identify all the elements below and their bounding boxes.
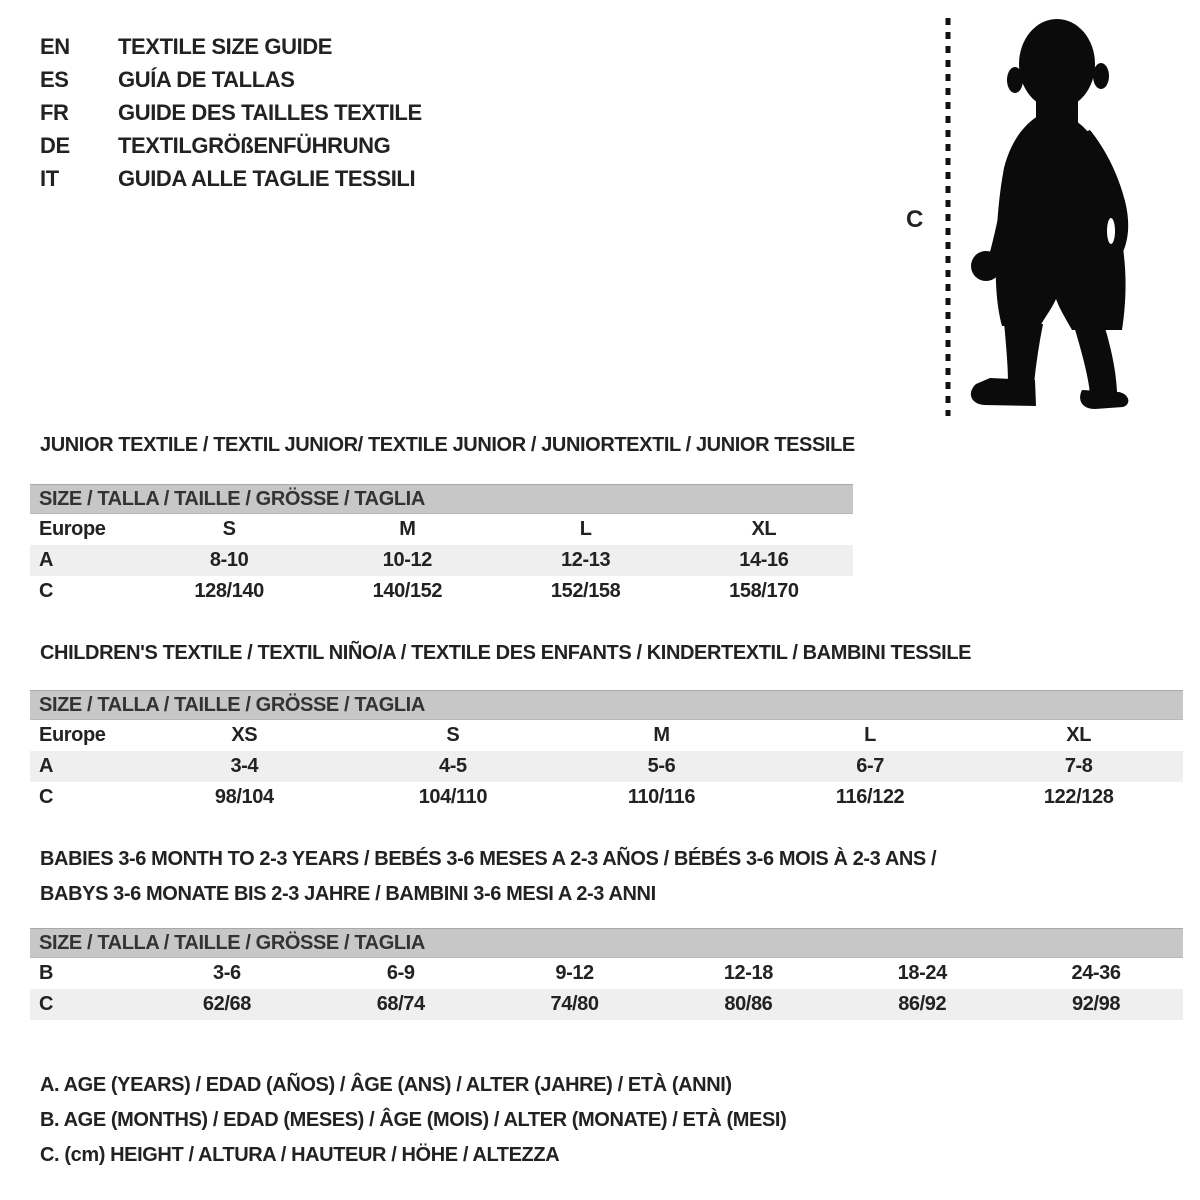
legend-line-a: A. AGE (YEARS) / EDAD (AÑOS) / ÂGE (ANS) / ALTER (JAHRE) / ETÀ (ANNI) — [40, 1074, 732, 1096]
age-cell: 6-7 — [856, 755, 884, 777]
language-code: ES — [40, 67, 69, 92]
age-cell: 12-13 — [561, 549, 611, 571]
size-cell: M — [399, 518, 416, 540]
size-cell: M — [653, 724, 670, 746]
months-cell: 12-18 — [723, 962, 773, 984]
row-label: A — [39, 549, 54, 571]
height-cell: 122/128 — [1043, 786, 1114, 808]
age-cell: 14-16 — [739, 549, 789, 571]
height-measure-label: C — [906, 206, 923, 233]
section-title-babies-line1: BABIES 3-6 MONTH TO 2-3 YEARS / BEBÉS 3-6 MESES A 2-3 AÑOS / BÉBÉS 3-6 MOIS À 2-3 ANS / — [40, 848, 937, 870]
row-label: C — [39, 580, 54, 602]
section-title-junior: JUNIOR TEXTILE / TEXTIL JUNIOR/ TEXTILE JUNIOR / JUNIORTEXTIL / JUNIOR TESSILE — [40, 434, 855, 456]
babies-size-table — [30, 928, 1183, 1020]
age-cell: 3-4 — [230, 755, 259, 777]
row-label: Europe — [39, 724, 106, 746]
section-title-children: CHILDREN'S TEXTILE / TEXTIL NIÑO/A / TEXTILE DES ENFANTS / KINDERTEXTIL / BAMBINI TESSILE — [40, 642, 972, 664]
table-row-height — [30, 782, 1183, 813]
size-cell: S — [222, 518, 236, 540]
legend-line-c: C. (cm) HEIGHT / ALTURA / HAUTEUR / HÖHE / ALTEZZA — [40, 1144, 560, 1166]
row-label: A — [39, 755, 54, 777]
size-cell: XL — [751, 518, 777, 540]
section-title-babies-line2: BABYS 3-6 MONATE BIS 2-3 JAHRE / BAMBINI 3-6 MESI A 2-3 ANNI — [40, 883, 656, 905]
size-header-bar: SIZE / TALLA / TAILLE / GRÖSSE / TAGLIA — [30, 690, 1183, 720]
language-title-list — [40, 30, 422, 195]
children-size-table — [30, 690, 1183, 813]
toddler-silhouette-icon — [962, 16, 1142, 416]
language-title: GUIDE DES TAILLES TEXTILE — [118, 100, 422, 125]
row-label: B — [39, 962, 54, 984]
language-title: TEXTILE SIZE GUIDE — [118, 34, 333, 59]
table-row-europe — [30, 514, 853, 545]
height-cell: 86/92 — [898, 993, 947, 1015]
size-cell: XS — [231, 724, 258, 746]
height-cell: 98/104 — [214, 786, 274, 808]
language-title: GUIDA ALLE TAGLIE TESSILI — [118, 166, 416, 191]
age-cell: 8-10 — [209, 549, 249, 571]
height-cell: 110/116 — [627, 786, 696, 808]
table-row-europe — [30, 720, 1183, 751]
age-cell: 10-12 — [382, 549, 432, 571]
size-cell: L — [864, 724, 876, 746]
height-cell: 104/110 — [418, 786, 488, 808]
junior-size-table — [30, 484, 853, 607]
months-cell: 9-12 — [555, 962, 594, 984]
legend — [40, 1068, 786, 1173]
row-label: C — [39, 786, 54, 808]
table-row-age — [30, 751, 1183, 782]
size-cell: L — [579, 518, 592, 540]
language-row-es — [40, 63, 422, 96]
language-row-it — [40, 162, 422, 195]
height-cell: 116/122 — [835, 786, 905, 808]
months-cell: 18-24 — [897, 962, 947, 984]
size-header-bar: SIZE / TALLA / TAILLE / GRÖSSE / TAGLIA — [30, 928, 1183, 958]
height-cell: 158/170 — [729, 580, 799, 602]
size-cell: XL — [1066, 724, 1092, 746]
language-code: IT — [40, 166, 59, 191]
language-code: FR — [40, 100, 69, 125]
size-header-bar: SIZE / TALLA / TAILLE / GRÖSSE / TAGLIA — [30, 484, 853, 514]
language-row-en — [40, 30, 422, 63]
height-cell: 128/140 — [194, 580, 264, 602]
language-title: TEXTILGRÖßENFÜHRUNG — [118, 133, 391, 158]
months-cell: 3-6 — [213, 962, 241, 984]
months-cell: 6-9 — [386, 962, 415, 984]
height-cell: 74/80 — [550, 993, 599, 1015]
height-cell: 62/68 — [202, 993, 251, 1015]
age-cell: 7-8 — [1064, 755, 1093, 777]
language-code: EN — [40, 34, 70, 59]
age-cell: 5-6 — [647, 755, 676, 777]
row-label: Europe — [39, 518, 106, 540]
age-cell: 4-5 — [439, 755, 467, 777]
height-dashed-line-icon — [944, 16, 952, 418]
height-cell: 140/152 — [372, 580, 443, 602]
height-cell: 80/86 — [724, 993, 773, 1015]
row-label: C — [39, 993, 54, 1015]
table-row-height — [30, 989, 1183, 1020]
language-title: GUÍA DE TALLAS — [118, 67, 295, 92]
height-cell: 92/98 — [1072, 993, 1121, 1015]
size-cell: S — [446, 724, 460, 746]
height-cell: 68/74 — [376, 993, 425, 1015]
table-row-months — [30, 958, 1183, 989]
months-cell: 24-36 — [1071, 962, 1121, 984]
language-code: DE — [40, 133, 70, 158]
language-row-fr — [40, 96, 422, 129]
table-row-age — [30, 545, 853, 576]
height-cell: 152/158 — [550, 580, 621, 602]
language-row-de — [40, 129, 422, 162]
table-row-height — [30, 576, 853, 607]
legend-line-b: B. AGE (MONTHS) / EDAD (MESES) / ÂGE (MOIS) / ALTER (MONATE) / ETÀ (MESI) — [40, 1109, 787, 1131]
